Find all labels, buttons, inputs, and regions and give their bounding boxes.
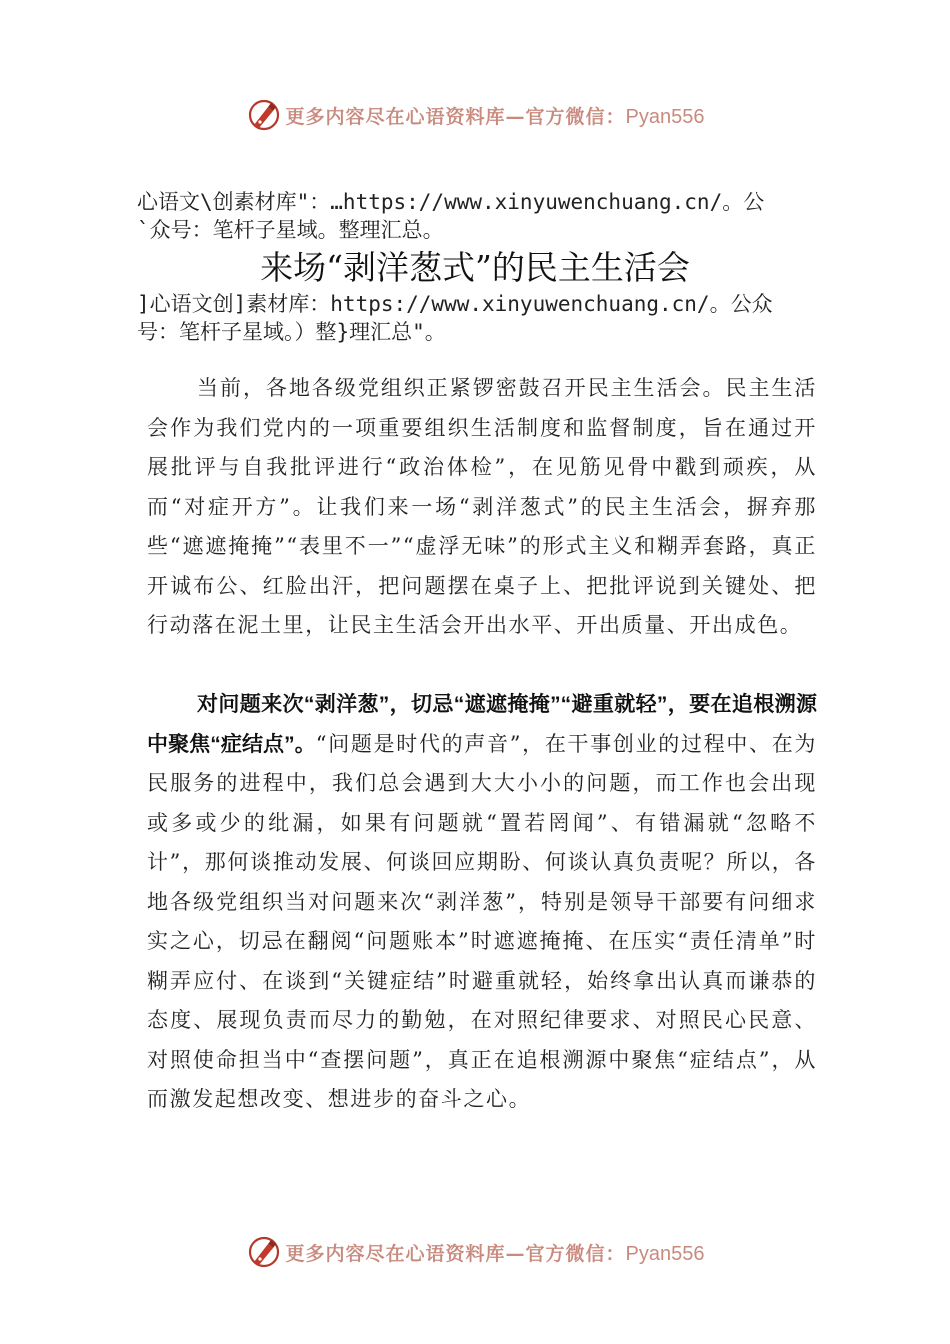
pen-nib-logo-icon xyxy=(246,1234,282,1270)
header-line-4: 号：笔杆子星域。）整}理汇总"。 xyxy=(137,320,446,344)
wechat-id: Pyan556 xyxy=(625,105,705,128)
body-paragraph-1: 当前，各地各级党组织正紧锣密鼓召开民主生活会。民主生活会作为我们党内的一项重要组织生活制度和监督制度，旨在通过开展批评与自我批评进行“政治体检”，在见筋见骨中戳到顽疾，从而“对症开方”。让我们来一场“剥洋葱式”的民主生活会，摒弃那些“遮遮掩掩”“表里不一”“虚浮无味”的形式主义和糊弄套路，真正开诚布公、红脸出汗，把问题摆在桌子上、把批评说到关键处、把行动落在泥土里，让民主生活会开出水平、开出质量、开出成色。 xyxy=(147,376,817,637)
pen-nib-logo-icon xyxy=(246,97,282,133)
bottom-watermark-banner xyxy=(0,1232,950,1272)
header-line-3: ]心语文创]素材库：https://www.xinyuwenchuang.cn/。公众 xyxy=(137,292,773,316)
top-watermark-banner xyxy=(0,95,950,135)
header-line-2: `众号：笔杆子星域。整理汇总。 xyxy=(137,218,444,242)
paragraph-lead-sentence: 对问题来次“剥洋葱”，切忌“遮遮掩掩”“避重就轻”，要在追根溯源中聚焦“症结点”。 xyxy=(147,693,817,756)
document-title: 来场“剥洋葱式”的民主生活会 xyxy=(260,248,690,287)
watermark-text: 更多内容尽在心语资料库—官方微信：Pyan556 xyxy=(285,1242,705,1265)
wechat-id: Pyan556 xyxy=(625,1242,705,1265)
paragraph-body-text: “问题是时代的声音”，在干事创业的过程中、在为民服务的进程中，我们总会遇到大大小小的问题，而工作也会出现或多或少的纰漏，如果有问题就“置若罔闻”、有错漏就“忽略不计”，那何谈推动发展、何谈回应期盼、何谈认真负责呢？所以，各地各级党组织当对问题来次“剥洋葱”，特别是领导干部要有问细求实之心，切忌在翻阅“问题账本”时遮遮掩掩、在压实“责任清单”时糊弄应付、在谈到“关键症结”时避重就轻，始终拿出认真而谦恭的态度、展现负责而尽力的勤勉，在对照纪律要求、对照民心民意、对照使命担当中“查摆问题”，真正在追根溯源中聚焦“症结点”，从而激发起想改变、想进步的奋斗之心。 xyxy=(147,731,817,1111)
body-paragraph-2 xyxy=(147,685,817,1120)
header-line-1: 心语文\创素材库"：…https://www.xinyuwenchuang.cn/。公 xyxy=(137,190,765,214)
watermark-text: 更多内容尽在心语资料库—官方微信：Pyan556 xyxy=(285,105,705,128)
